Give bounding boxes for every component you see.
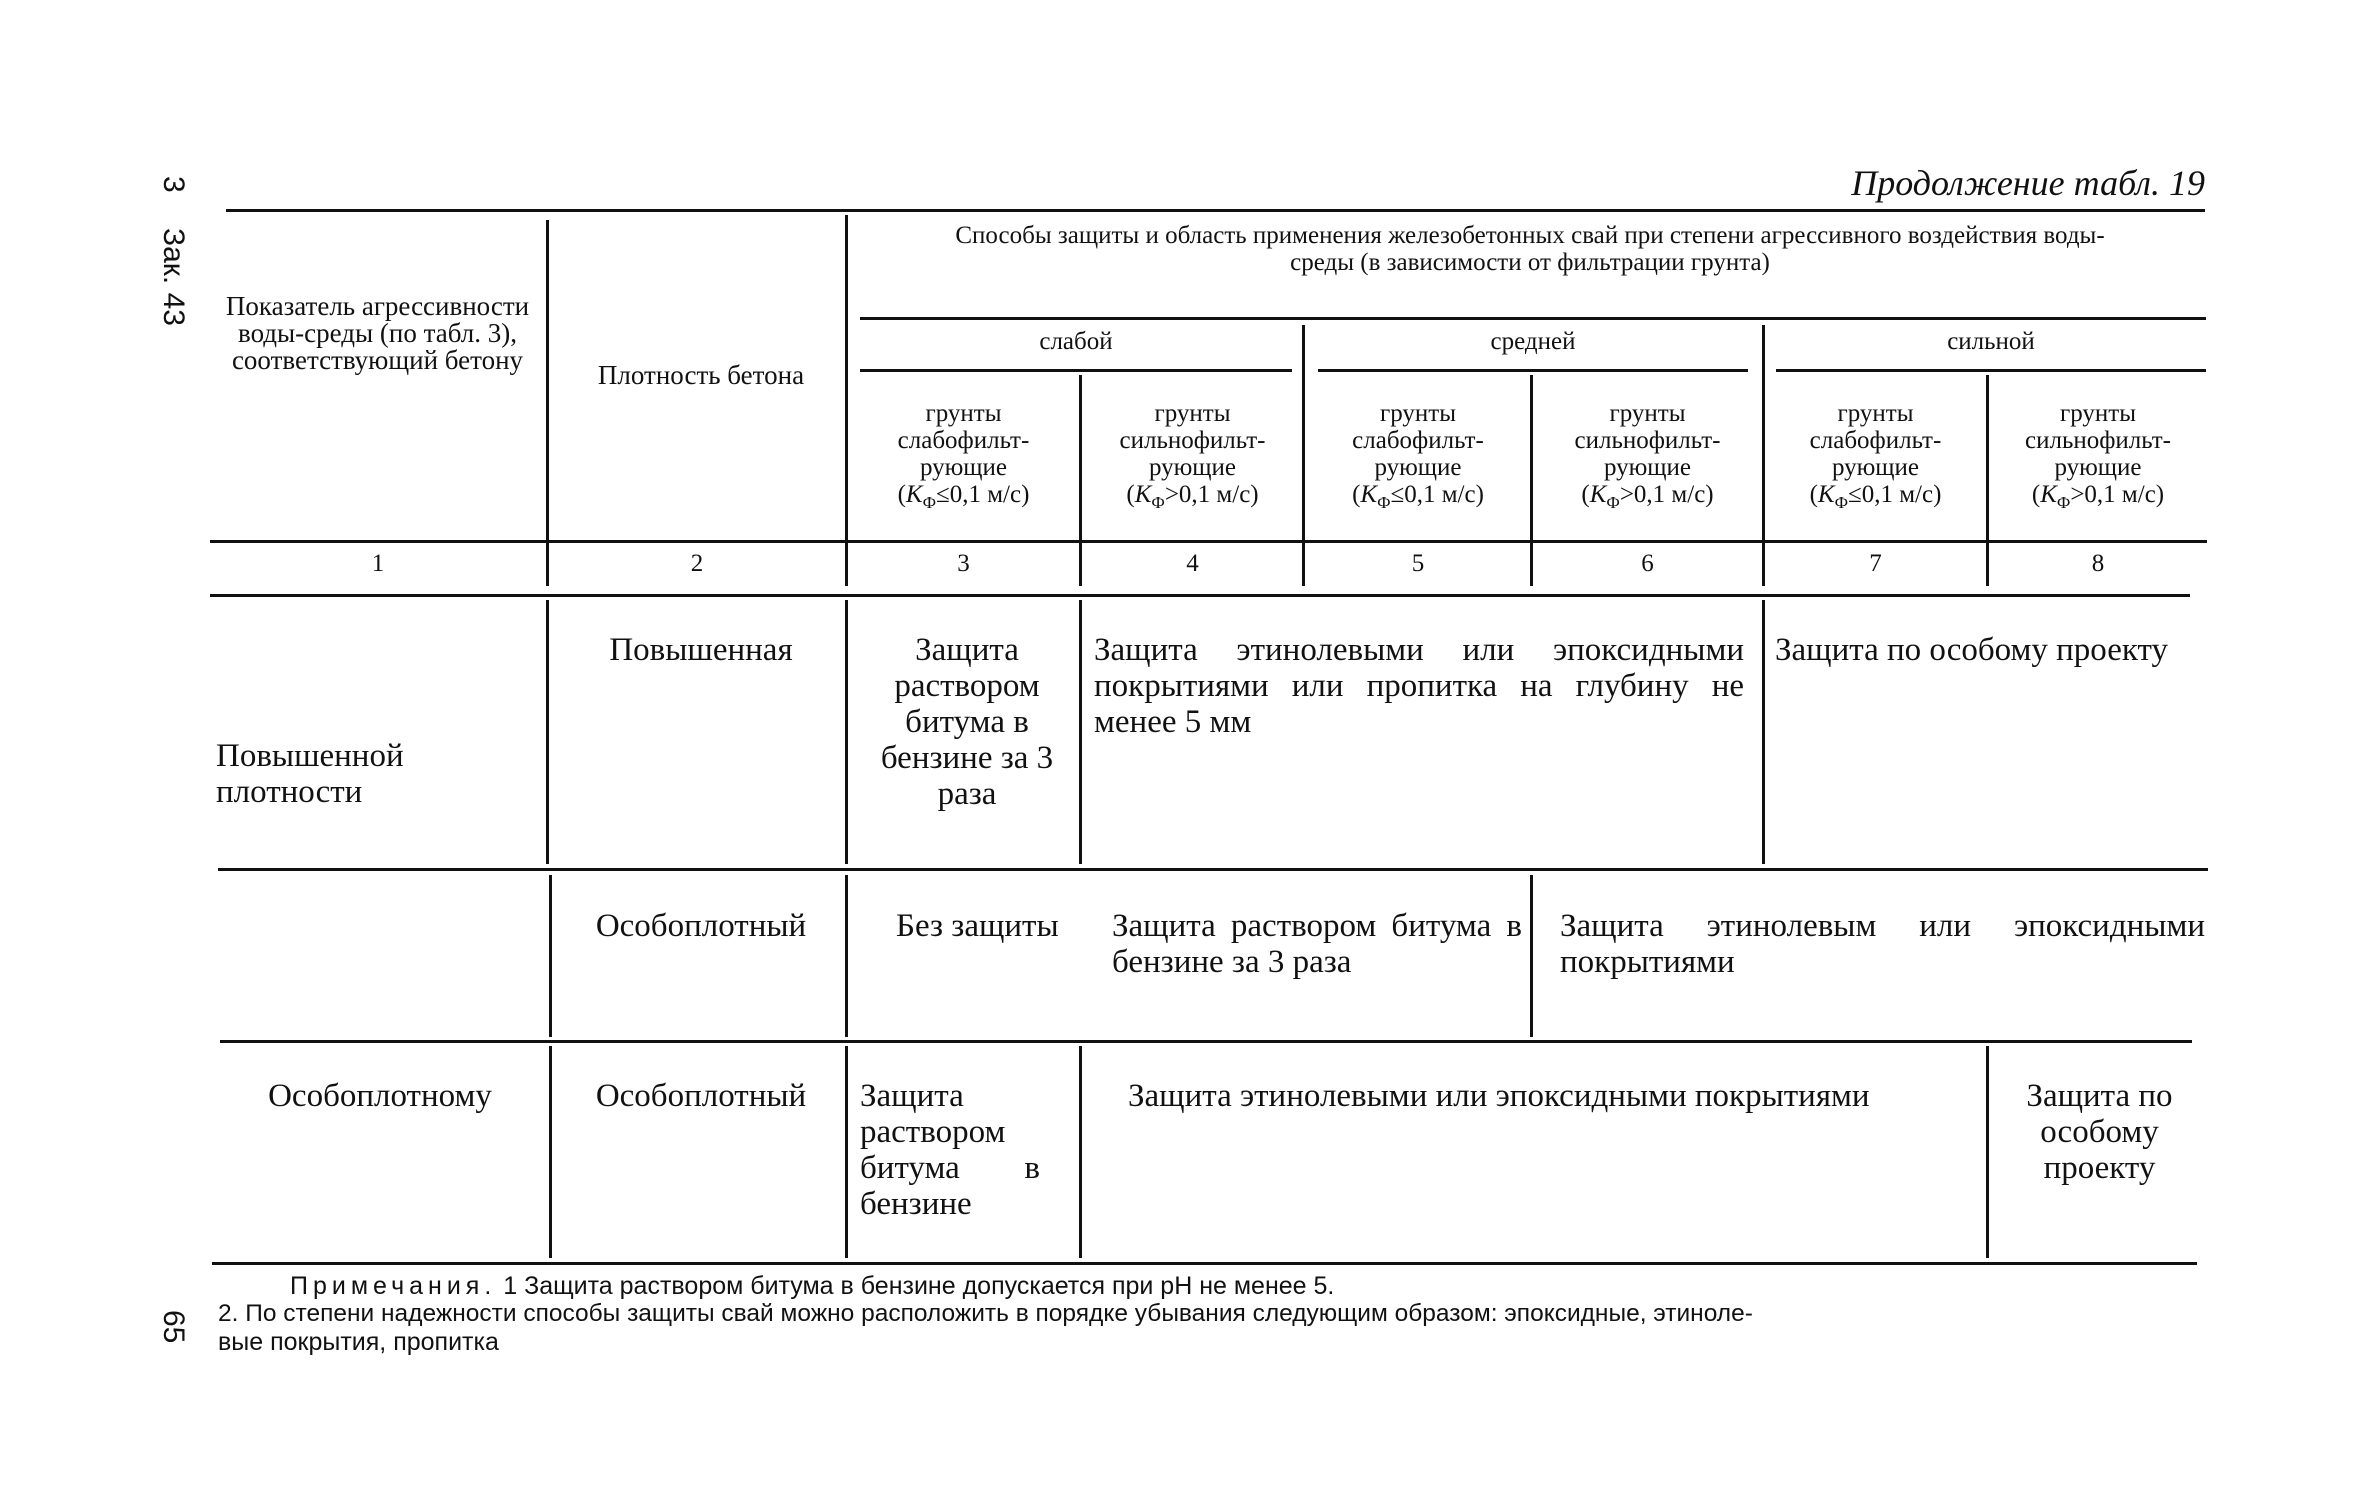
col-number: 3	[957, 550, 970, 577]
subheader-col8	[1989, 400, 2207, 516]
k-condition: ($K_Ф\le 0,1$ м/с)	[1809, 481, 1942, 512]
col-number: 2	[690, 550, 704, 577]
row1-indicator: Повышенной плотности	[216, 738, 404, 810]
k-condition: ($K_Ф>0,1$ м/с)	[1581, 481, 1714, 512]
row3-indicator: Особоплотному	[268, 1078, 492, 1114]
col-divider	[546, 600, 549, 864]
bottom-rule	[212, 1262, 2197, 1265]
soil-label: грунты слабофильт-рующие	[1352, 400, 1484, 481]
row2-col6-8: Защита этинолевым или эпоксидными покрытиями	[1560, 908, 2205, 980]
degree-strong: сильной	[1947, 328, 2035, 355]
row3-col4-7: Защита этинолевыми или эпоксидными покрытиями	[1128, 1078, 1870, 1114]
degree-weak: слабой	[1039, 328, 1113, 355]
k-condition: ($K_Ф>0,1$ м/с)	[2031, 481, 2165, 512]
rule	[1776, 369, 2206, 372]
note-2: 2. По степени надежности способы защиты свай можно расположить в порядке убывания следующим образом: эпоксидные, этиноле-	[218, 1300, 1753, 1327]
row1-col4-6: Защита этинолевыми или эпоксидными покрытиями или пропитка на глубину не менее 5 мм	[1094, 632, 1744, 740]
subheader-col3	[848, 400, 1079, 516]
row2-density: Особоплотный	[595, 908, 807, 944]
col-divider	[549, 875, 552, 1037]
col-number: 5	[1411, 550, 1425, 577]
col-divider	[1079, 600, 1082, 864]
k-condition: ($K_Ф\le 0,1$ м/с)	[1352, 481, 1484, 512]
col-number: 8	[2091, 550, 2105, 577]
order-number: Зак. 43	[157, 228, 190, 326]
row2-col4-5: Защита раствором битума в бензине за 3 раза	[1112, 908, 1522, 980]
col-divider	[1986, 1046, 1989, 1258]
col-divider	[549, 1046, 552, 1258]
subheader-col6	[1533, 400, 1762, 516]
soil-label: грунты слабофильт-рующие	[1809, 400, 1942, 481]
soil-label: грунты сильнофильт-рующие	[1574, 400, 1721, 481]
margin-mark: 3	[157, 176, 190, 193]
col-number: 1	[371, 550, 385, 577]
subheader-col7	[1765, 400, 1986, 516]
degree-medium: средней	[1490, 328, 1576, 355]
k-condition: ($K_Ф>0,1$ м/с)	[1126, 481, 1259, 512]
note-1: Примечания. 1 Защита раствором битума в бензине допускается при pH не менее 5.	[290, 1272, 1335, 1300]
col-number: 4	[1186, 550, 1199, 577]
row3-col8: Защита по особому проекту	[2026, 1078, 2173, 1186]
rule	[210, 594, 2190, 597]
header-group: Способы защиты и область применения железобетонных свай при степени агрессивного воздействия воды-среды (в зависимости от фильтрации грунта)	[955, 222, 2105, 276]
col-number: 6	[1641, 550, 1654, 577]
row2-col3: Без защиты	[896, 908, 1059, 944]
page-number: 65	[157, 1310, 190, 1344]
soil-label: грунты сильнофильт-рующие	[1119, 400, 1266, 481]
rule	[220, 1040, 2192, 1043]
header-indicator: Показатель агрессивности воды-среды (по табл. 3), соответствующий бетону	[225, 291, 530, 375]
row1-col3: Защита раствором битума в бензине за 3 раза	[880, 632, 1054, 812]
col-divider	[1762, 600, 1765, 864]
soil-label: грунты слабофильт-рующие	[897, 400, 1030, 481]
col-divider	[1530, 875, 1533, 1037]
rule	[860, 369, 1292, 372]
rule	[860, 317, 2206, 320]
row3-col3: Защита раствором битума в бензине	[860, 1078, 1040, 1222]
soil-label: грунты сильнофильт-рующие	[2025, 400, 2171, 481]
col-number: 7	[1869, 550, 1882, 577]
rule	[218, 868, 2208, 871]
k-condition: ($K_Ф\le 0,1$ м/с)	[897, 481, 1030, 512]
row1-col7-8: Защита по особому проекту	[1775, 632, 2168, 668]
note-2-cont: вые покрытия, пропитка	[218, 1328, 499, 1356]
subheader-col5	[1305, 400, 1531, 516]
rule	[210, 540, 2207, 543]
table-caption: Продолжение табл. 19	[1851, 163, 2205, 203]
rule	[1318, 369, 1748, 372]
header-density: Плотность бетона	[597, 360, 805, 390]
col-divider	[845, 875, 848, 1037]
top-rule	[226, 209, 2205, 212]
row3-density: Особоплотный	[595, 1078, 807, 1114]
col-divider	[546, 220, 549, 586]
subheader-col4	[1082, 400, 1303, 516]
row1-density: Повышенная	[609, 632, 793, 668]
col-divider	[1079, 1046, 1082, 1258]
